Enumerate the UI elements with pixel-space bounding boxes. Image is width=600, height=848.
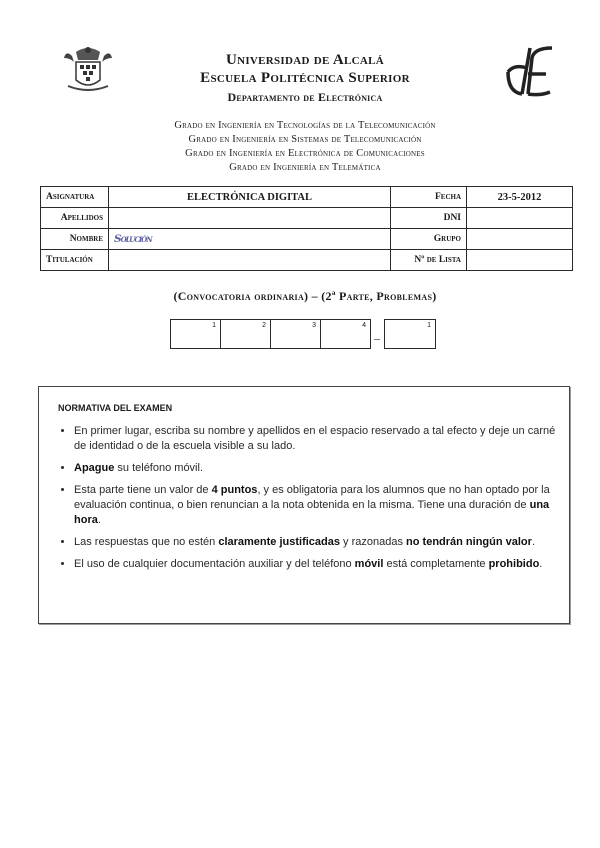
asignatura-label: Asignatura (41, 187, 109, 208)
rule-emphasis: 4 puntos (211, 484, 258, 496)
dni-label: DNI (391, 208, 467, 229)
nombre-label: Nombre (41, 229, 109, 250)
university-name: Universidad de Alcalá (225, 52, 385, 68)
table-row (41, 250, 573, 271)
university-crest-icon (62, 42, 114, 96)
table-row (41, 187, 573, 208)
table-row (41, 229, 573, 250)
nombre-field[interactable]: Solución (109, 229, 391, 250)
fecha-label: Fecha (391, 187, 467, 208)
score-box-number: 4 (362, 322, 366, 329)
score-box-number: 3 (312, 322, 316, 329)
student-info-table (40, 186, 573, 271)
fecha-field[interactable]: 23-5-2012 (467, 187, 573, 208)
degree-line: Grado en Ingeniería en Tecnologías de la Telecomunicación (174, 120, 436, 131)
exam-session-title: (Convocatoria ordinaria) – (2ª Parte, Problemas) (173, 289, 437, 303)
rule-emphasis: móvil (354, 558, 384, 570)
degree-line: Grado en Ingeniería en Telemática (229, 162, 381, 173)
rule-emphasis: prohibido (488, 558, 540, 570)
rule-emphasis: Apague (74, 462, 115, 474)
grupo-label: Grupo (391, 229, 467, 250)
dni-field[interactable] (467, 208, 573, 229)
score-box[interactable] (270, 319, 321, 349)
titulacion-field[interactable] (109, 250, 391, 271)
rule-text: está completamente (383, 558, 489, 570)
table-row (41, 208, 573, 229)
score-box[interactable] (170, 319, 221, 349)
score-box[interactable] (320, 319, 371, 349)
department-logo-icon (500, 44, 564, 100)
score-separator: – (374, 331, 380, 345)
degree-line: Grado en Ingeniería en Electrónica de Comunicaciones (185, 148, 425, 159)
school-name: Escuela Politécnica Superior (200, 70, 410, 86)
rule-text: En primer lugar, escriba su nombre y apellidos en el espacio reservado a tal efecto y deje un carné de identidad o de la escuela visible a su lado. (74, 425, 556, 452)
apellidos-field[interactable] (109, 208, 391, 229)
asignatura-field[interactable]: ELECTRÓNICA DIGITAL (109, 187, 391, 208)
rule-emphasis: no tendrán ningún valor (406, 536, 532, 548)
rule-text: Esta parte tiene un valor de (74, 484, 212, 496)
score-box-number: 1 (212, 322, 216, 329)
rule-emphasis: una hora (74, 499, 550, 526)
department-name: Departamento de Electrónica (227, 90, 383, 104)
lista-label: Nº de Lista (391, 250, 467, 271)
rule-text: y razonadas (340, 536, 407, 548)
grupo-field[interactable] (467, 229, 573, 250)
list-item (74, 557, 568, 572)
apellidos-label: Apellidos (41, 208, 109, 229)
rules-list (56, 424, 568, 579)
list-item (74, 483, 568, 528)
rule-text: , y es obligatoria para los alumnos que no han optado por la evaluación continua, o bien renuncian a la nota obtenida en la misma. Tiene una duración de (74, 484, 550, 511)
score-total-number: 1 (427, 322, 431, 329)
list-item (74, 535, 568, 550)
titulacion-label: Titulación (41, 250, 109, 271)
score-box-number: 2 (262, 322, 266, 329)
rule-text: . (531, 536, 535, 548)
rule-text: su teléfono móvil. (114, 462, 203, 474)
lista-field[interactable] (467, 250, 573, 271)
rule-text: El uso de cualquier documentación auxiliar y del teléfono (74, 558, 355, 570)
score-total-box[interactable] (384, 319, 436, 349)
rule-text: . (539, 558, 543, 570)
rule-text: . (97, 514, 101, 526)
rule-text: Las respuestas que no estén (74, 536, 219, 548)
rules-title: NORMATIVA DEL EXAMEN (58, 403, 173, 413)
list-item (74, 424, 568, 454)
degree-line: Grado en Ingeniería en Sistemas de Telecomunicación (188, 134, 422, 145)
score-box[interactable] (220, 319, 271, 349)
rule-emphasis: claramente justificadas (218, 536, 340, 548)
list-item (74, 461, 568, 476)
